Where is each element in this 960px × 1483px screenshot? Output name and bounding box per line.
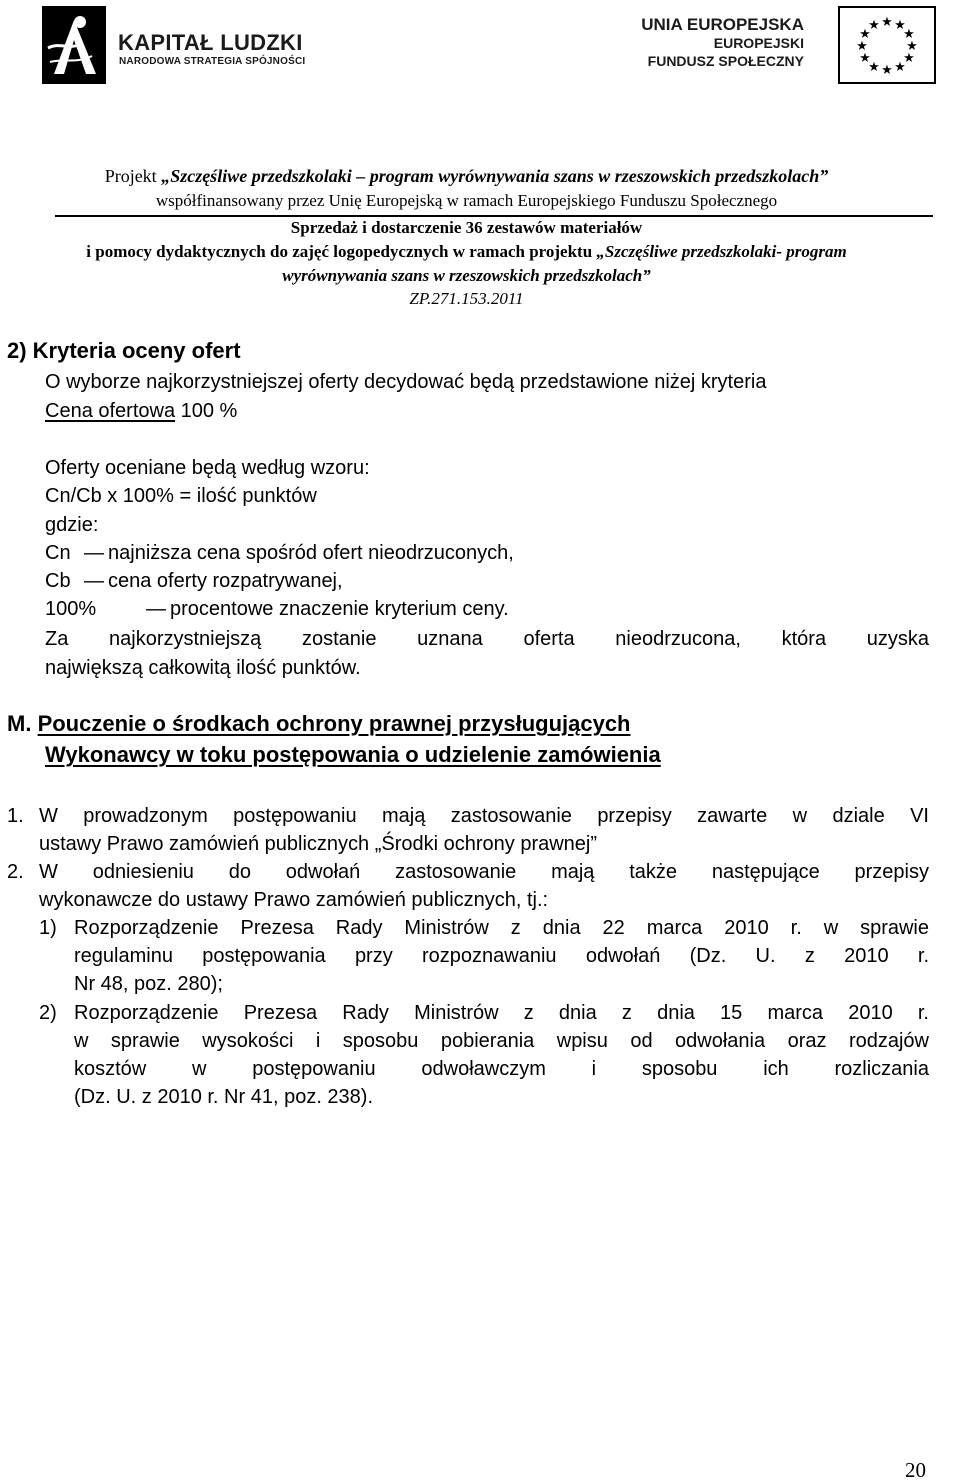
svg-text:★: ★: [868, 18, 880, 33]
section-m-heading: M. Pouczenie o środkach ochrony prawnej przysługujących: [7, 711, 631, 736]
criteria-heading: 2) Kryteria oceny ofert: [7, 338, 241, 363]
page-number: 20: [905, 1458, 926, 1482]
def-term: Cn: [45, 542, 71, 564]
svg-text:★: ★: [881, 15, 893, 30]
criteria-conclusion: Za najkorzystniejszą zostanie uznana oferta nieodrzucona, która uzyska: [45, 628, 929, 650]
sublist-item-text-cont: w sprawie wysokości i sposobu pobierania wpisu od odwołania oraz rodzajów: [74, 1030, 929, 1052]
list-item-number: 1.: [7, 805, 24, 827]
svg-text:★: ★: [881, 63, 893, 78]
sublist-item-number: 2): [39, 1002, 57, 1024]
ue-logo-line3: FUNDUSZ SPOŁECZNY: [647, 53, 804, 69]
svg-text:★: ★: [856, 39, 868, 54]
eu-flag-icon: [838, 6, 936, 84]
ue-logo-line2: EUROPEJSKI: [713, 35, 804, 51]
formula-intro: Oferty oceniane będą według wzoru:: [45, 457, 370, 479]
svg-text:★: ★: [906, 39, 918, 54]
def-dash: —: [84, 570, 104, 592]
formula-where: gdzie:: [45, 514, 99, 536]
reference-number: ZP.271.153.2011: [409, 289, 524, 308]
def-desc: najniższa cena spośród ofert nieodrzuconych,: [108, 542, 514, 564]
formula: Cn/Cb x 100% = ilość punktów: [45, 485, 317, 507]
sublist-item-text-cont: (Dz. U. z 2010 r. Nr 41, poz. 238).: [74, 1086, 374, 1108]
sublist-item-text-cont: kosztów w postępowaniu odwoławczym i sposobu ich rozliczania: [74, 1058, 929, 1080]
order-subtitle-line: i pomocy dydaktycznych do zajęć logopedycznych w ramach projektu „Szczęśliwe przedszkolaki- program: [86, 242, 847, 261]
list-item-text: W odniesieniu do odwołań zastosowanie mają także następujące przepisy: [39, 861, 929, 883]
header-divider: [55, 215, 933, 217]
order-title-line: Sprzedaż i dostarczenie 36 zestawów materiałów: [290, 218, 643, 237]
kapital-ludzki-subtitle: NARODOWA STRATEGIA SPÓJNOŚCI: [119, 56, 306, 67]
project-title-line: Projekt „Szczęśliwe przedszkolaki – program wyrównywania szans w rzeszowskich przedszkolach”: [104, 166, 829, 186]
kapital-ludzki-title: KAPITAŁ LUDZKI: [118, 30, 303, 55]
def-desc: procentowe znaczenie kryterium ceny.: [170, 598, 509, 620]
def-dash: —: [84, 542, 104, 564]
svg-text:★: ★: [868, 60, 880, 75]
sublist-item-text-cont: regulaminu postępowania przy rozpoznawaniu odwołań (Dz. U. z 2010 r.: [74, 945, 929, 967]
criteria-conclusion-cont: największą całkowitą ilość punktów.: [45, 657, 361, 679]
svg-text:★: ★: [894, 18, 906, 33]
sublist-item-text-cont: Nr 48, poz. 280);: [74, 973, 223, 995]
sublist-item-number: 1): [39, 917, 57, 939]
def-term: 100%: [45, 598, 97, 620]
price-weight: 100 %: [175, 400, 238, 422]
order-subtitle-line-2: wyrównywania szans w rzeszowskich przedszkolach”: [282, 266, 651, 285]
def-term: Cb: [45, 570, 71, 592]
list-item-text: W prowadzonym postępowaniu mają zastosowanie przepisy zawarte w dziale VI: [39, 805, 929, 827]
list-item-text-cont: wykonawcze do ustawy Prawo zamówień publicznych, tj.:: [39, 889, 549, 911]
kapital-ludzki-logo-icon: [40, 4, 108, 86]
svg-text:★: ★: [903, 51, 915, 66]
cofinancing-line: współfinansowany przez Unię Europejską w ramach Europejskiego Funduszu Społecznego: [155, 191, 778, 210]
section-m-heading-cont: Wykonawcy w toku postępowania o udzielenie zamówienia: [45, 742, 661, 767]
kapital-ludzki-logo: [0, 0, 330, 90]
svg-text:★: ★: [859, 27, 871, 42]
sublist-item-text: Rozporządzenie Prezesa Rady Ministrów z dnia z dnia 15 marca 2010 r.: [74, 1002, 929, 1024]
svg-text:★: ★: [903, 27, 915, 42]
sublist-item-text: Rozporządzenie Prezesa Rady Ministrów z dnia 22 marca 2010 r. w sprawie: [74, 917, 929, 939]
criteria-intro: O wyborze najkorzystniejszej oferty decydować będą przedstawione niżej kryteria: [45, 371, 767, 393]
price-criterion: [45, 399, 237, 423]
ue-logo-line1: UNIA EUROPEJSKA: [641, 15, 804, 34]
price-label: Cena ofertowa: [45, 400, 176, 422]
list-item-number: 2.: [7, 861, 24, 883]
def-dash: —: [146, 598, 166, 620]
list-item-text-cont: ustawy Prawo zamówień publicznych „Środki ochrony prawnej”: [39, 833, 598, 855]
svg-text:★: ★: [859, 51, 871, 66]
def-desc: cena oferty rozpatrywanej,: [108, 570, 343, 592]
svg-text:★: ★: [894, 60, 906, 75]
